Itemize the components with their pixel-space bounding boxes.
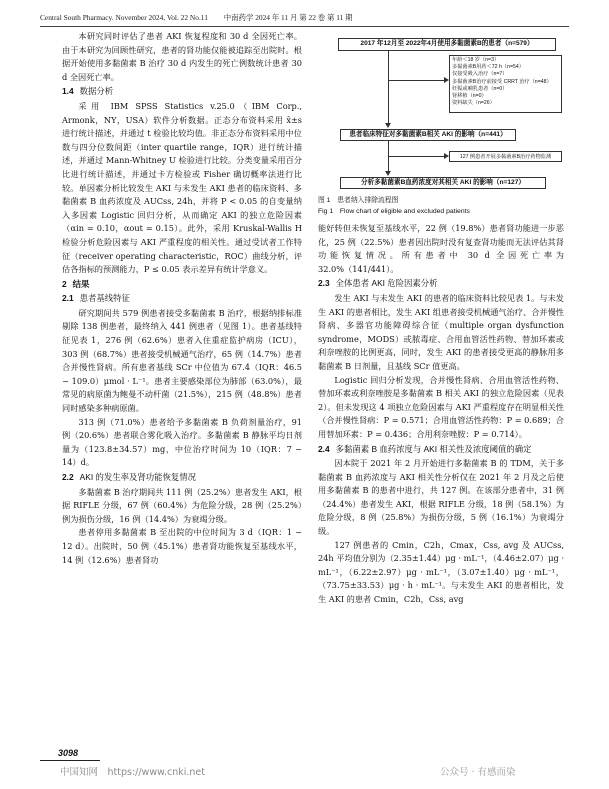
section-number: 2.2 [62,472,74,482]
paragraph: 患者停用多黏菌素 B 至出院的中位时间为 3 d（IQR：1 ~ 12 d）。出院时，50 例（45.1%）患者肾功能恢复至基线水平，14 例（12.6%）患者肾功 [62,527,302,565]
paragraph: 因本院于 2021 年 2 月开始进行多黏菌素 B 的 TDM，关于多黏菌素 B 血药浓度与 AKI 相关性分析仅在 2021 年 2 月及之后使用多黏菌素 B 的患者中进行，共 127 例。在该部分患者中，31 例（24.4%）患者发生 AKI，根据 RIFLE 分级，18 例（58.1%）为危险分级，8 例（25.8%）为损伤分级，5 例（16.1%）为衰竭分级。 [318,458,564,537]
flowchart [318,38,564,188]
flow-bottom-box: 分析多黏菌素B血药浓度对其相关 AKI 的影响（n=127） [340,177,546,189]
paragraph: 能好转但未恢复至基线水平，22 例（19.8%）患者肾功能进一步恶化，25 例（22.5%）患者因出院时没有复查肾功能而无法评估其肾功能恢复情况。所有患者中 30 d 全因死亡率为 32.0%（141/441）。 [318,223,564,274]
section-title: 结果 [72,278,90,289]
paragraph: 发生 AKI 与未发生 AKI 的患者的临床资料比较见表 1。与未发生 AKI 的患者相比，发生 AKI 组患者接受机械通气治疗、合并慢性肾病、多器官功能障碍综合征（multiple organ dysfunction syndrome，MODS）或脓毒症、合用血管活性药物、替加环素或利奈唑胺的比例更高，同时，发生 AKI 的患者接受更高的静脉用多黏菌素 B 日剂量，且基线 SCr 值更高。 [318,292,564,371]
paragraph: 313 例（71.0%）患者给予多黏菌素 B 负荷剂量治疗，91 例（20.6%）患者联合雾化吸入治疗。多黏菌素 B 静脉平均日剂量为（123.8±34.57）mg，中位治疗时间为 10（IQR：7 ~ 14）d。 [62,416,302,468]
left-column [62,30,302,567]
section-number: 2.4 [318,443,330,454]
right-column [318,222,564,607]
section-heading [62,292,302,306]
running-header [40,12,569,26]
flow-top-box: 2017 年12月至 2022年4月使用多黏菌素B的患者（n=579） [338,38,556,51]
paragraph: 本研究同时评估了患者 AKI 恢复程度和 30 d 全因死亡率。由于本研究为回顾性研究，患者的肾功能仅能被追踪至出院时。根据开始使用多黏菌素 B 治疗 30 d 内发生的死亡例数统计患者 30 d 全因死亡率。 [62,31,302,82]
paragraph: Logistic 回归分析发现，合并慢性肾病、合用血管活性药物、替加环素或利奈唑胺是多黏菌素 B 相关 AKI 的独立危险因素（见表 2）。但未发现这 4 项独立危险因素与 AKI 严重程度存在明显相关性（合并慢性肾病：P = 0.571；合用血管活性药物：P = 0.689；合用替加环素：P = 0.436；合用利奈唑胺：P = 0.714）。 [318,374,564,439]
flow-exclusion-item: 妊娠或哺乳患者（n=0） [452,85,508,92]
section-title: AKI 的发生率及肾功能恢复情况 [79,472,196,482]
flow-exclusion-item: 肾移植（n=0） [452,93,487,100]
section-number: 2 [62,278,67,289]
paragraph: 多黏菌素 B 治疗期间共 111 例（25.2%）患者发生 AKI，根据 RIFLE 分级，67 例（60.4%）为危险分级，28 例（25.2%）例为损伤分级，16 例（14.4%）为衰竭分级。 [62,486,302,524]
section-heading [62,471,302,485]
section-number: 2.1 [62,293,74,304]
header-rule [40,26,569,27]
section-number: 1.4 [62,86,74,97]
figure-caption-cn: 图 1 患者纳入排除流程图 [318,197,399,204]
flow-exclusion-item: 多黏菌素B用药＜72 h（n=54） [452,64,524,71]
flow-exclusion-item: 资料缺失（n=26） [452,100,495,107]
flow-excluded-box [449,55,562,113]
flow-exclusion-item: 年龄＜18 岁（n=3） [452,57,500,63]
journal-cn: 中南药学 2024 年 11 月 第 22 卷 第 11 期 [223,13,353,22]
paragraph: 采用 IBM SPSS Statistics v.25.0（IBM Corp., Armonk，NY，USA）软件分析数据。正态分布资料采用 x̄±s 进行统计描述，并通过 t 检验比较均值。非正态分布资料采用中位数与四分位数间距（inter quartile range，IQR）进行统计描述，并通过 Mann-Whitney U 检验进行比较。分类变量采用百分比进行统计描述，并通过卡方检验或 Fisher 确切概率法进行比较。单因素分析比较发生 AKI 与未发生 AKI 患者的临床资料、多黏菌素 B 血药浓度及 AUCss, 24h，并将 P < 0.05 的自变量纳入多因素 Logistic 回归分析，从而确定 AKI 的独立危险因素（αin = 0.10，αout = 0.15）。此外，采用 Kruskal-Wallis H 检验分析危险因素与 AKI 严重程度的相关性。通过受试者工作特征（receiver operating characteristic，ROC）曲线分析，评估各指标的预测能力，P ≤ 0.05 表示差异有统计学意义。 [62,100,302,275]
section-number: 2.3 [318,278,330,289]
flow-mid-box: 患者临床特征对多黏菌素B相关 AKI 的影响（n=441） [340,129,516,141]
paragraph: 127 例患者的 Cmin，C2h，Cmax，Css, avg 及 AUCss, 24h 平均值分别为（2.35±1.44）μg · mL⁻¹，（4.46±2.07）μg · mL⁻¹，（6.22±2.97）μg · mL⁻¹，（3.07±1.40）μg · mL⁻¹，（73.75±33.53）μg · h · mL⁻¹。与未发生 AKI 的患者相比，发生 AKI 的患者 Cmin，C2h，Css, avg [318,539,564,605]
journal-en: Central South Pharmacy. November 2024, Vol. 22 No.11 [40,13,208,22]
watermark-wechat: 公众号 · 有感而染 [440,767,516,778]
flow-exclusion-item: 仅接受吸入治疗（n=7） [452,71,508,78]
section-heading [62,85,302,99]
section-title: 患者基线特征 [79,293,130,304]
figure-caption-en: Fig 1 Flow chart of eligible and excluded patients [318,208,470,215]
section-title: 多黏菌素 B 血药浓度与 AKI 相关性及浓度阈值的确定 [335,443,532,454]
watermark-cnki: 中国知网 https://www.cnki.net [60,767,206,778]
section-title: 全体患者 AKI 危险因素分析 [335,278,438,289]
section-title: 数据分析 [79,86,114,97]
section-heading [318,277,564,291]
section-heading [62,278,302,292]
section-heading [318,443,564,457]
flow-tdm-box: 127 例患者开展多黏菌素B治疗药物监测 [449,151,562,162]
page-number: 3098 [58,748,79,758]
flow-exclusion-item: 多黏菌素B治疗前接受 CRRT 治疗（n=48） [452,78,552,85]
page-number-rule [40,760,100,761]
paragraph: 研究期间共 579 例患者接受多黏菌素 B 治疗，根据纳排标准剔除 138 例患者，最终纳入 441 例患者（见图 1）。患者基线特征见表 1，276 例（62.6%）患者入住重症监护病房（ICU），303 例（68.7%）患者接受机械通气治疗，65 例（14.7%）患者合并慢性肾病。所有患者基线 SCr 中位值为 67.4（IQR：46.5 ~ 109.0）μmol · L⁻¹。患者主要感染部位为肺部（63.0%），最常见的病原菌为鲍曼不动杆菌（21.5%），215 例（48.8%）患者同时感染多种病原菌。 [62,307,302,414]
